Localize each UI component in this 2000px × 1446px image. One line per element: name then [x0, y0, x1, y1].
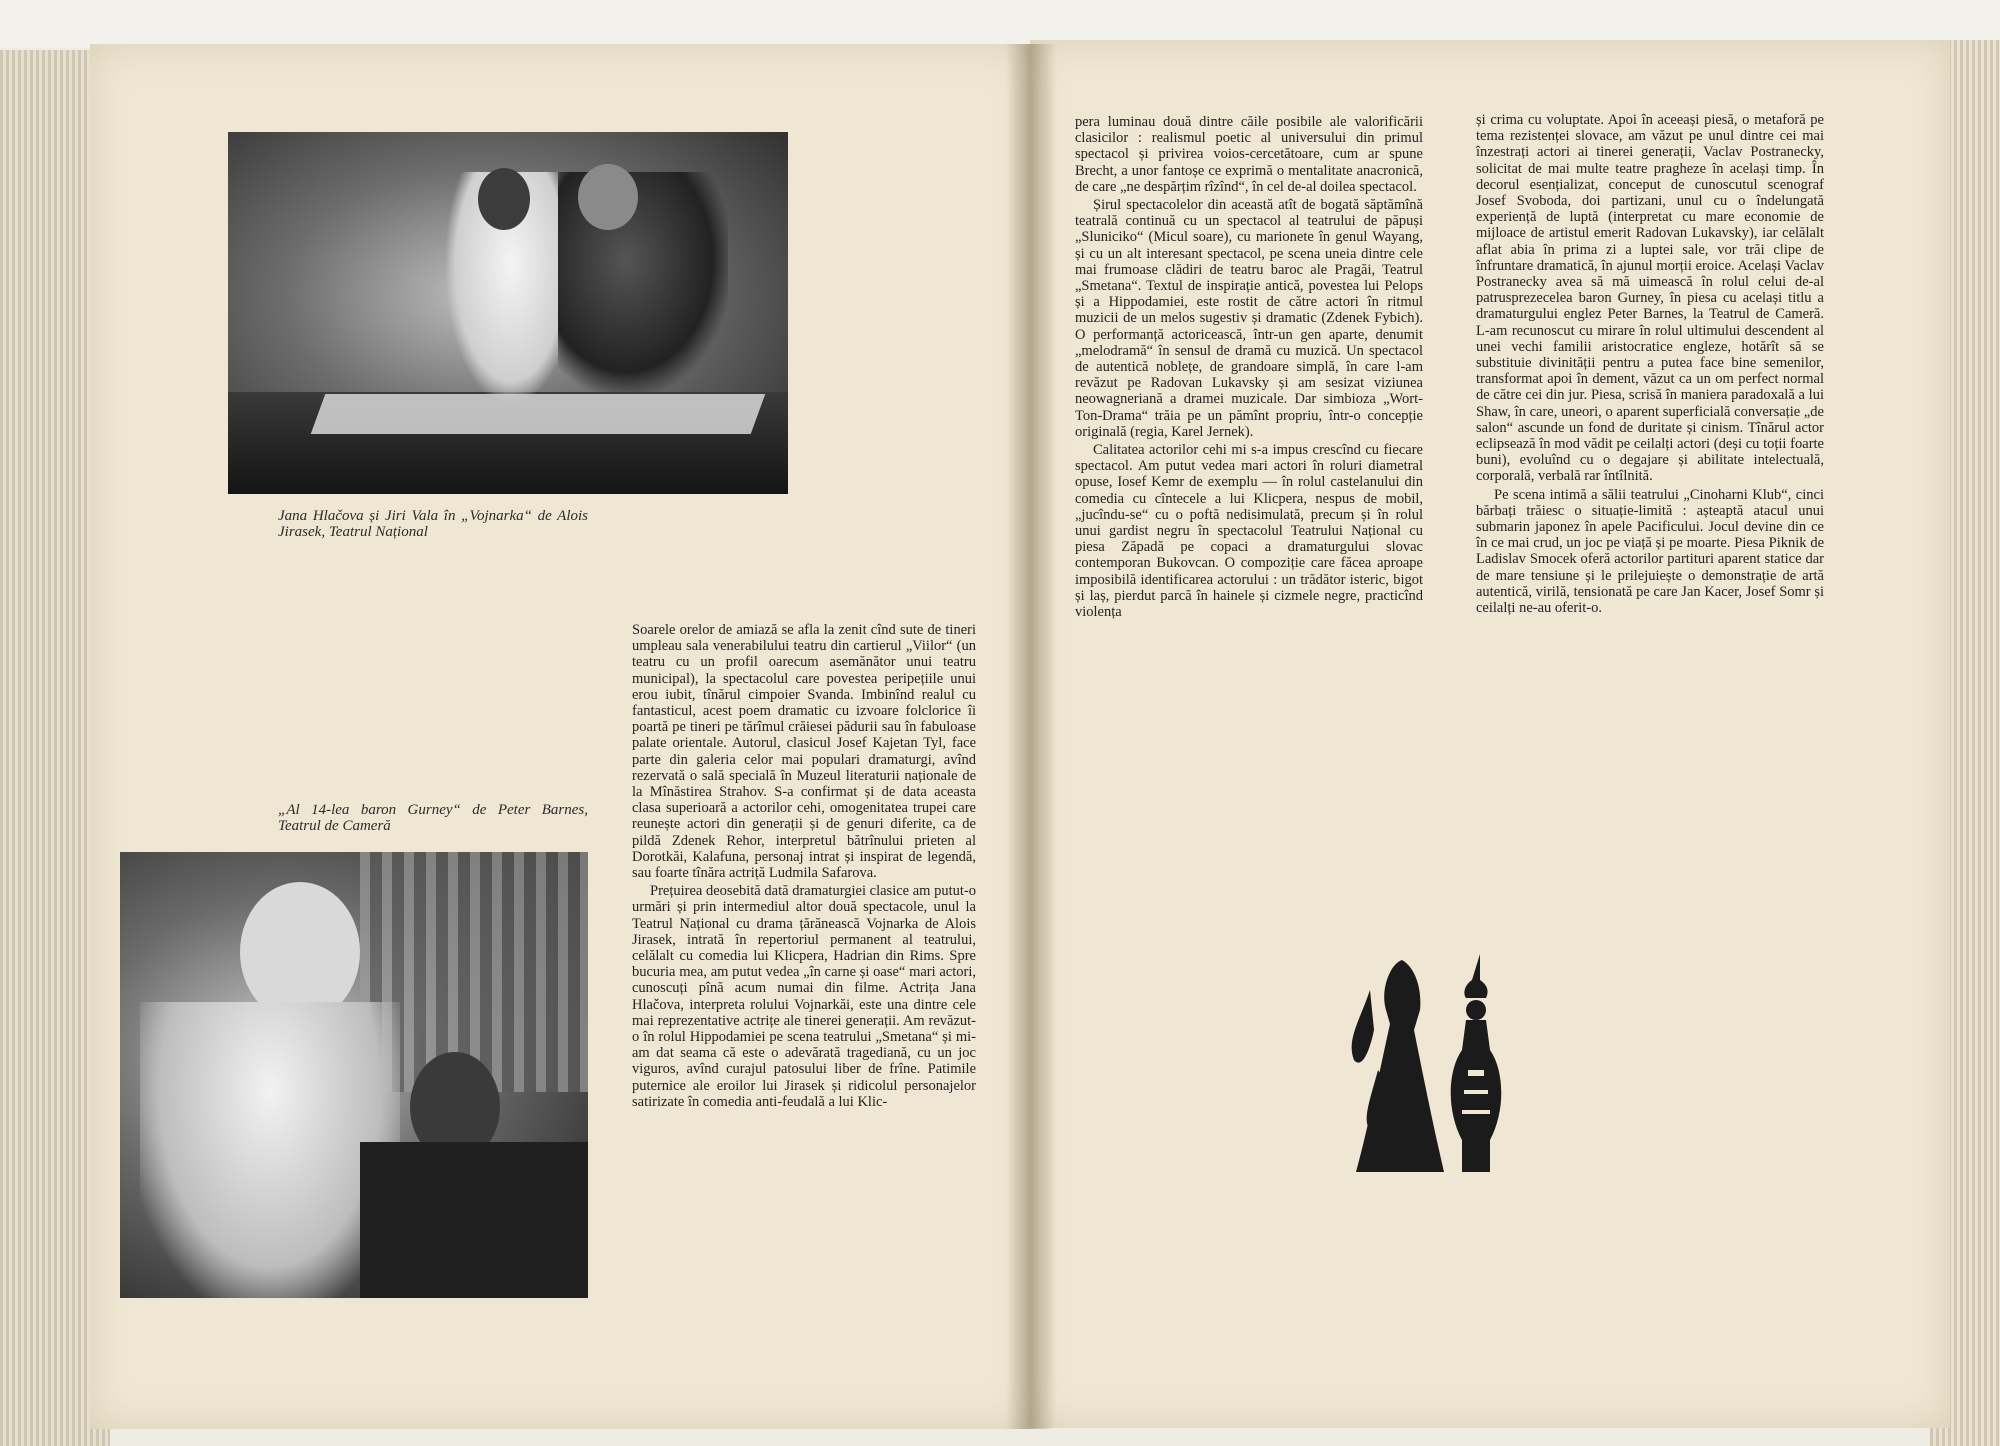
actor-2-body: [360, 1142, 588, 1298]
right-page-text-column-1: [1075, 114, 1423, 622]
paragraph: Calitatea actorilor cehi mi s-a impus crescînd cu fiecare spectacol. Am putut vedea mari actori în roluri diametral opuse, Iosef Kemr de exemplu — în rolul castelanului din comedia cu cîntecele a lui Klicpera, nespus de mobil, „jucîndu-se“ cu o poftă nedisimulată, precum și în rolul unui gardist negru în spectacolul Teatrului Național cu piesa Zăpadă pe copaci a dramaturgului slovac contemporan Bukovcan. O compoziție care făcea aproape imposibilă identificarea actorului : un trădător isteric, bigot și laș, pierdut parcă în hainele și cizmele negre, practicînd violența: [1075, 442, 1423, 621]
actress-head: [478, 168, 530, 230]
theatre-photo-actors-icon: [120, 852, 588, 1298]
left-page-text-column: [632, 622, 976, 1112]
paragraph: pera luminau două dintre căile posibile ale valorificării clasicilor : realismul poetic al universului din primul spectacol și privirea voios-cercetătoare, cum ar spune Brecht, a unor fantoșe ce exprimă o mentalitate anacronică, de care „ne despărțim rîzînd“, în cel de-al doilea spectacol.: [1075, 114, 1423, 195]
silhouette-puppets-icon: [1340, 950, 1510, 1180]
actor-1-head: [240, 882, 360, 1022]
paragraph: și crima cu voluptate. Apoi în aceeași piesă, o metaforă pe tema rezistenței slovace, am văzut pe unul dintre cei mai înzestrați actori ai tinerei generații, Vaclav Postranecky, solicitat de mai multe teatre pragheze în același timp. În decorul esențializat, conceput de cunoscutul scenograf Josef Svoboda, doi partizani, unul cu o îndelungată experiență de luptă (interpretat cu mare economie de mijloace de artistul emerit Radovan Lukavsky), iar celălalt aflat abia în prima zi a luptei sale, vor trăi clipe de înfruntare dramatică, în ajunul morții eroice. Același Vaclav Postranecky avea să mă uimească în rolul celui de-al patrusprezecelea baron Gurney, în piesa cu același titlu a dramaturgului englez Peter Barnes, la Teatrul de Cameră. L-am recunoscut cu mirare în rolul ultimului descendent al unei vechi familii aristocratice engleze, hotărît să se substituie divinității pentru a putea face bine semenilor, transformat apoi în dement, văzut ca un om perfect normal de către cei din jur. Piesa, scrisă în maniera paradoxală a lui Shaw, în care, uneori, o aparent superficială conversație „de salon“ ascunde un fond de duritate și cinism. Tînărul actor eclipsează în mod vădit pe ceilalți actori (deși cu toții foarte buni), evoluînd cu o degajare și abilitate intelectuală, corporală, verbală rar întîlnită.: [1476, 112, 1824, 485]
bleed-through-text: [1610, 800, 1910, 1280]
photo-caption-1: Jana Hlačova și Jiri Vala în „Vojnarka“ de Alois Jirasek, Teatrul Național: [278, 508, 588, 540]
paragraph: Soarele orelor de amiază se afla la zenit cînd sute de tineri umpleau sala venerabilului teatru din cartierul „Viilor“ (un teatru cu un profil oarecum asemănător unui teatru municipal), la spectacolul care povestea peripețiile unui erou iubit, tînărul cimpoier Svanda. Imbinînd realul cu fantasticul, acest poem dramatic cu izvoare folclorice îi poartă pe tineri pe tărîmul crăiesei pădurii sau în fabuloase palate orientale. Autorul, clasicul Josef Kajetan Tyl, face parte din galeria celor mai populari dramaturgi, avînd rezervată o sală specială în Muzeul literaturii naționale de la Mînăstirea Strahov. S-a confirmat și de data aceasta clasa superioară a actorilor cehi, omogenitatea trupei care reunește actori din generații și de genuri diferite, ca de pildă Zdenek Rehor, interpretul bătrînului prieten al Dorotkăi, Kalafuna, personaj intrat și inspirat de legendă, sau foarte tînăra actriță Ludmila Safarova.: [632, 622, 976, 882]
paragraph: Șirul spectacolelor din această atît de bogată săptămînă teatrală continuă cu un spectacol al teatrului de păpuși „Sluniciko“ (Micul soare), cu marionete în genul Wayang, și cu un alt interesant spectacol, pe scena uneia dintre cele mai frumoase clădiri de teatru baroc ale Pragăi, Teatrul „Smetana“. Textul de inspirație antică, povestea lui Pelops și a Hippodamiei, este rostit de către actori în ritmul muzicii de un melos sugestiv și dramatic (Zdenek Fybich). O performanță actoricească, într-un gen aparte, denumit „melodramă“ în sensul de dramă cu muzică. Un spectacol de autentică noblețe, de grandoare simplă, în care l-am revăzut pe Radovan Lukavsky și am sesizat viziunea neowagneriană a dramei muzicale. Dar simbioza „Wort-Ton-Drama“ trăia pe un pămînt propriu, într-o concepție originală (regia, Karel Jernek).: [1075, 197, 1423, 440]
bleed-through-heading: [790, 200, 1030, 300]
actor-head: [578, 164, 638, 230]
right-page-text-column-2: [1476, 112, 1824, 618]
photo-caption-2: „Al 14-lea baron Gurney“ de Peter Barnes, Teatrul de Cameră: [278, 802, 588, 834]
paragraph: Prețuirea deosebită dată dramaturgiei clasice am putut-o urmări și prin intermediul altor două spectacole, unul la Teatrul Național cu drama țărănească Vojnarka de Alois Jirasek, intrată în repertoriul permanent al teatrului, celălalt cu comedia lui Klicpera, Hadrian din Rims. Spre bucuria mea, am putut vedea „în carne și oase“ mari actori, cunoscuți pînă acum numai din filme. Actrița Jana Hlačova, interpreta rolului Vojnarkăi, este una dintre cele mai reprezentative actrițe ale tinerei generații. Am revăzut-o în rolul Hippodamiei pe scena teatrului „Smetana“ și mi-am dat seama că este o adevărată tragediană, cu un joc viguros, avînd curajul patosului liber de frîne. Patimile puternice ale eroilor lui Jirasek și ridicolul personajelor satirizate în comedia anti-feudală a lui Klic-: [632, 883, 976, 1110]
theatre-photo-couple-icon: [228, 132, 788, 494]
paragraph: Pe scena intimă a sălii teatrului „Cinoharni Klub“, cinci bărbați trăiesc o situație-limită : așteaptă atacul unui submarin japonez în apele Pacificului. Jocul devine din ce în ce mai crud, un joc pe viață și pe moarte. Piesa Piknik de Ladislav Smocek oferă actorilor partituri aparent statice dar de mare tensiune și le prilejuiește o demonstrație de artă autentică, virilă, tensionată pe care Jan Kacer, Josef Somr și ceilalți ne-au oferit-o.: [1476, 486, 1824, 617]
